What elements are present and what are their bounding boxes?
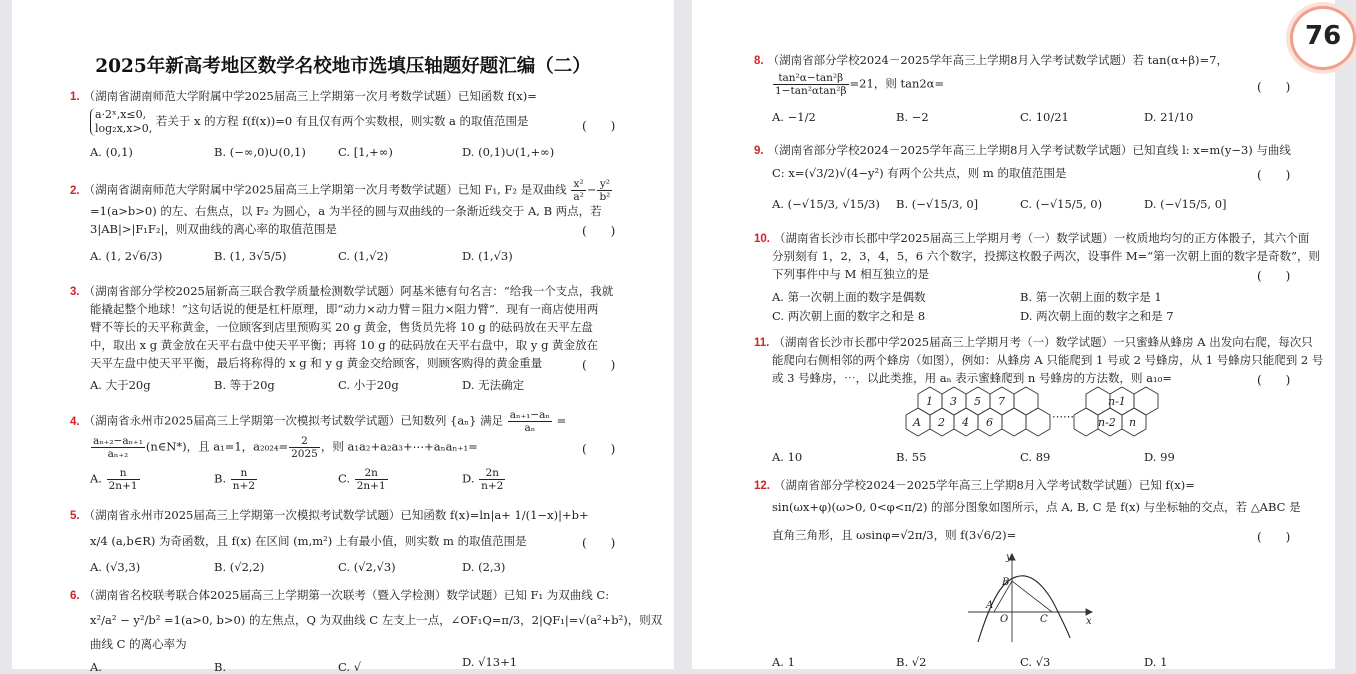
answer-paren: ( )	[582, 224, 616, 238]
cell-label: 2	[938, 416, 945, 429]
answer-paren: ( )	[582, 119, 616, 133]
option-c: C. √	[338, 660, 362, 674]
cell-label: 6	[986, 416, 993, 429]
page-number: 76	[1305, 21, 1342, 51]
fraction: $\frac{\text{aₙ₊₁−aₙ}}{\text{aₙ}}$	[509, 409, 550, 434]
question-8: 8. （湖南省部分学校2024－2025学年高三上学期8月入学考试数学试题）若 tan(α+β)=7，	[754, 53, 1228, 67]
option-a: A. 1	[772, 655, 795, 669]
question-12-line2: sin(ωx+φ)(ω>0, 0<φ<π/2) 的部分图象如图所示，点 A, B, C 是 f(x) 与坐标轴的交点，若 △ABC 是	[772, 500, 1301, 514]
answer-paren: ( )	[582, 358, 616, 372]
option-c: C. [1,+∞)	[338, 145, 393, 159]
option-a: A. (−√15/3, √15/3)	[772, 197, 880, 211]
option-a: A. (0,1)	[90, 145, 133, 159]
hex-cell	[1086, 387, 1110, 415]
answer-paren: ( )	[1257, 530, 1291, 544]
option-c: C. $\frac{2n}{2n+1}$	[338, 467, 386, 492]
graph-label: x	[1086, 616, 1092, 627]
question-10-line3: 下列事件中与 M 相互独立的是	[772, 267, 930, 281]
option-d: D. $\frac{2n}{n+2}$	[462, 467, 504, 492]
question-3-line4: 中，取出 x g 黄金放在天平右盘中使天平平衡；再将 10 g 的砝码放在天平右盘中，取 y g 黄金放在	[90, 338, 599, 352]
question-10: 10. （湖南省长沙市长郡中学2025届高三上学期月考（一）数学试题）一枚质地均匀的正方体骰子，其六个面	[754, 231, 1310, 245]
option-c: C. √3	[1020, 655, 1051, 669]
option-a: A. −1/2	[772, 110, 816, 124]
option-d: D. √13+1	[462, 655, 518, 669]
option-d: D. (1,√3)	[462, 249, 513, 263]
option-a: A. (√3,3)	[90, 560, 141, 574]
option-b: B. 55	[896, 450, 927, 464]
question-11-line2: 能爬向右侧相邻的两个蜂房（如图），例如：从蜂房 A 只能爬到 1 号或 2 号蜂房，从 1 号蜂房只能爬到 2 号	[772, 353, 1324, 367]
question-6-line3: 曲线 C 的离心率为	[90, 637, 187, 651]
question-2-line2: =1(a>b>0) 的左、右焦点，以 F₂ 为圆心，a 为半径的圆与双曲线的一条渐近线交于 A, B 两点，若	[90, 204, 602, 218]
graph-label: B	[1002, 577, 1010, 588]
ellipsis: ⋯⋯	[1052, 410, 1074, 423]
question-4-line2: $\frac{\text{aₙ₊₂−aₙ₊₁}}{\text{aₙ₊₂}}$ (n∈N*)，且 a₁=1，a₂₀₂₄= $\frac{2}{2025}$ ，则 a₁a₂+a₂a₃+⋯+aₙaₙ₊₁=	[93, 435, 478, 460]
option-c: C. 10/21	[1020, 110, 1069, 124]
question-3-line3: 臂不等长的天平称黄金，一位顾客到店里预购买 20 g 黄金，售货员先将 10 g 的砝码放在天平左盘	[90, 320, 593, 334]
option-a: A. 第一次朝上面的数字是偶数	[772, 290, 926, 304]
option-a: A. (1, 2√6/3)	[90, 249, 163, 263]
option-d: D. 21/10	[1144, 110, 1194, 124]
answer-paren: ( )	[582, 442, 616, 456]
answer-paren: ( )	[582, 536, 616, 550]
hex-cell	[1134, 387, 1158, 415]
cell-label: 7	[998, 395, 1005, 408]
cell-label: n-1	[1108, 395, 1126, 408]
graph-label: C	[1040, 614, 1048, 625]
fraction: $\frac{\text{y²}}{\text{b²}}$	[599, 178, 611, 203]
cell-label: 5	[974, 395, 981, 408]
question-3-line2: 能撬起整个地球！”这句话说的便是杠杆原理，即“动力×动力臂＝阻力×阻力臂”．现有一商店使用两	[90, 302, 599, 316]
option-a: A. 10	[772, 450, 803, 464]
document-page-left	[12, 0, 674, 674]
question-12-line3: 直角三角形，且 ωsinφ=√2π/3，则 f(3√6/2)=	[772, 528, 1017, 542]
option-b: B. (−√15/3, 0]	[896, 197, 979, 211]
question-4: 4. （湖南省永州市2025届高三上学期第一次模拟考试数学试题）已知数列 {aₙ} 满足 $\frac{\text{aₙ₊₁−aₙ}}{\text{aₙ}}$ =	[70, 409, 567, 434]
fraction: $\frac{\text{x²}}{\text{a²}}$	[573, 178, 584, 203]
piecewise-brace: a·2ˣ,x≤0, log₂x,x>0,	[90, 108, 152, 136]
page-title: 2025年新高考地区数学名校地市选填压轴题好题汇编（二）	[95, 56, 591, 77]
option-a: A.	[90, 660, 102, 674]
option-c: C. 两次朝上面的数字之和是 8	[772, 309, 926, 323]
question-1-line2: a·2ˣ,x≤0, log₂x,x>0, 若关于 x 的方程 f(f(x))=0 有且仅有两个实数根，则实数 a 的取值范围是	[90, 108, 529, 136]
fraction: $\frac{\text{aₙ₊₂−aₙ₊₁}}{\text{aₙ₊₂}}$	[93, 435, 143, 460]
question-5-line2: x/4 (a,b∈R) 为奇函数，且 f(x) 在区间 (m,m²) 上有最小值，则实数 m 的取值范围是	[90, 534, 527, 548]
option-d: D. 99	[1144, 450, 1175, 464]
cell-label: 3	[950, 395, 957, 408]
question-10-line2: 分别刻有 1，2，3，4，5，6 六个数字，投掷这枚骰子两次，设事件 M=“第一次朝上面的数字是奇数”，则	[772, 249, 1321, 263]
option-b: B. (1, 3√5/5)	[214, 249, 287, 263]
graph-label: A	[986, 600, 994, 611]
cell-label: 1	[926, 395, 933, 408]
option-d: D. (0,1)∪(1,+∞)	[462, 145, 555, 159]
answer-paren: ( )	[1257, 373, 1291, 387]
page-number-badge	[1290, 6, 1356, 70]
cell-label: 4	[962, 416, 969, 429]
option-d: D. (−√15/5, 0]	[1144, 197, 1227, 211]
question-1: 1. （湖南省湖南师范大学附属中学2025届高三上学期第一次月考数学试题）已知函数 f(x)=	[70, 89, 537, 103]
fraction: $\frac{\text{tan²α−tan²β}}{\text{1−tan²αtan²β}}$	[775, 72, 847, 97]
option-c: C. 89	[1020, 450, 1051, 464]
option-c: C. (√2,√3)	[338, 560, 396, 574]
option-c: C. 小于20g	[338, 378, 399, 392]
cell-label: n	[1129, 416, 1137, 429]
question-2: 2. （湖南省湖南师范大学附属中学2025届高三上学期第一次月考数学试题）已知 F₁, F₂ 是双曲线 $\frac{\text{x²}}{\text{a²}}$ − $\frac{\text{y²}}{\text{b²}}$	[70, 178, 611, 203]
question-9-line2: C: x=(√3/2)√(4−y²) 有两个公共点，则 m 的取值范围是	[772, 166, 1067, 180]
cell-label: n-2	[1098, 416, 1116, 429]
document-page-right	[692, 0, 1335, 669]
option-b: B. 等于20g	[214, 378, 275, 392]
option-d: D. (2,3)	[462, 560, 506, 574]
question-3: 3. （湖南省部分学校2025届新高三联合教学质量检测数学试题）阿基米德有句名言：“给我一个支点，我就	[70, 284, 614, 298]
option-b: B. −2	[896, 110, 929, 124]
option-d: D. 两次朝上面的数字之和是 7	[1020, 309, 1174, 323]
hex-cell	[1074, 408, 1098, 436]
question-12: 12. （湖南省部分学校2024－2025学年高三上学期8月入学考试数学试题）已知 f(x)=	[754, 478, 1195, 492]
fraction: $\frac{2}{2025}$	[291, 435, 318, 460]
option-d: D. 无法确定	[462, 378, 525, 392]
graph-label: O	[1000, 614, 1009, 625]
option-b: B.	[214, 660, 227, 674]
answer-paren: ( )	[1257, 168, 1291, 182]
question-11: 11. （湖南省长沙市长郡中学2025届高三上学期月考（一）数学试题）一只蜜蜂从蜂房 A 出发向右爬，每次只	[754, 335, 1313, 349]
question-3-line5: 天平左盘中使天平平衡，最后将称得的 x g 和 y g 黄金交给顾客，则顾客购得的黄金重量	[90, 356, 543, 370]
hex-cell	[1026, 408, 1050, 436]
answer-paren: ( )	[1257, 80, 1291, 94]
x-axis-arrow	[1086, 609, 1092, 615]
option-b: B. 第一次朝上面的数字是 1	[1020, 290, 1162, 304]
question-9: 9. （湖南省部分学校2024－2025学年高三上学期8月入学考试数学试题）已知直线 l: x=m(y−3) 与曲线	[754, 143, 1291, 157]
option-a: A. $\frac{n}{2n+1}$	[90, 467, 138, 492]
question-number: 1.	[70, 91, 80, 103]
option-c: C. (1,√2)	[338, 249, 389, 263]
option-c: C. (−√15/5, 0)	[1020, 197, 1103, 211]
question-8-line2: $\frac{\text{tan²α−tan²β}}{\text{1−tan²αtan²β}}$ =21，则 tan2α=	[775, 72, 945, 97]
hex-cell	[1002, 408, 1026, 436]
hex-cell	[1014, 387, 1038, 415]
option-b: B. $\frac{n}{n+2}$	[214, 467, 256, 492]
option-b: B. √2	[896, 655, 927, 669]
option-a: A. 大于20g	[90, 378, 151, 392]
question-5: 5. （湖南省永州市2025届高三上学期第一次模拟考试数学试题）已知函数 f(x)=ln|a+ 1/(1−x)|+b+	[70, 508, 589, 522]
question-11-line3: 或 3 号蜂房，⋯，以此类推，用 aₙ 表示蜜蜂爬到 n 号蜂房的方法数，则 a₁₀=	[772, 371, 1172, 385]
beehive-diagram	[892, 386, 1182, 444]
answer-paren: ( )	[1257, 269, 1291, 283]
function-graph	[964, 550, 1104, 646]
question-2-line3: 3|AB|>|F₁F₂|，则双曲线的离心率的取值范围是	[90, 222, 337, 236]
question-6: 6. （湖南省名校联考联合体2025届高三上学期第一次联考（暨入学检测）数学试题）已知 F₁ 为双曲线 C:	[70, 588, 610, 602]
question-6-line2: x²/a² − y²/b² =1(a>0, b>0) 的左焦点，Q 为双曲线 C 左支上一点，∠OF₁Q=π/3，2|QF₁|=√(a²+b²)，则双	[90, 613, 663, 627]
graph-label: y	[1006, 552, 1012, 563]
option-b: B. (√2,2)	[214, 560, 265, 574]
option-d: D. 1	[1144, 655, 1168, 669]
option-b: B. (−∞,0)∪(0,1)	[214, 145, 306, 159]
cell-label: A	[913, 416, 921, 429]
